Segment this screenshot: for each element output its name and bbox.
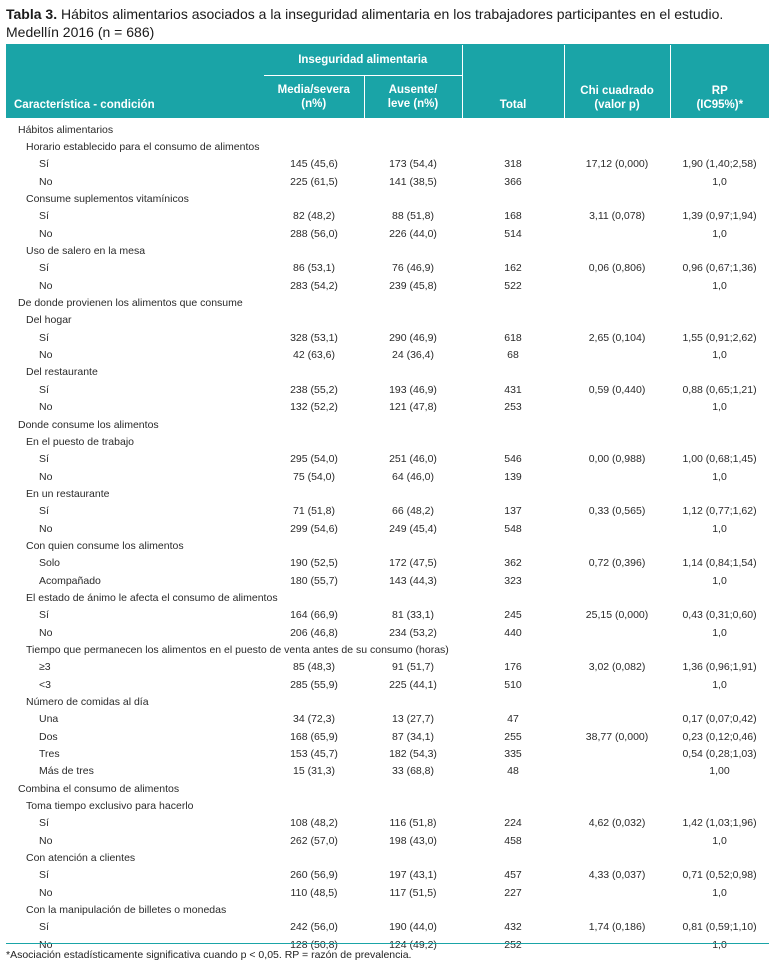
- row-label: Combina el consumo de alimentos: [18, 782, 180, 795]
- table-row: [6, 329, 769, 346]
- cell-total: 245: [504, 609, 522, 622]
- cell-ausente-leve: 124 (49,2): [389, 938, 437, 951]
- row-label: Una: [39, 713, 59, 726]
- cell-rp: 1,00: [709, 765, 730, 778]
- row-label: Sí: [39, 505, 49, 518]
- cell-media-severa: 128 (50,8): [290, 938, 338, 951]
- cell-rp: 1,0: [712, 678, 727, 691]
- cell-rp: 1,00 (0,68;1,45): [682, 453, 757, 466]
- cell-chi-cuadrado: [564, 745, 670, 762]
- row-label: Donde consume los alimentos: [18, 418, 159, 431]
- cell-total: 335: [504, 748, 522, 761]
- subsection-row: [6, 641, 769, 658]
- table-row: [6, 451, 769, 468]
- cell-chi-cuadrado: 0,00 (0,988): [588, 453, 646, 466]
- cell-total: 48: [507, 765, 519, 778]
- cell-total: 457: [504, 869, 522, 882]
- cell-total: 168: [504, 210, 522, 223]
- cell-media-severa: 42 (63,6): [292, 349, 336, 362]
- cell-rp: 1,0: [712, 626, 727, 639]
- row-label: No: [39, 401, 53, 414]
- cell-media-severa: 180 (55,7): [290, 574, 338, 587]
- cell-total: 323: [504, 574, 522, 587]
- cell-media-severa: 206 (46,8): [290, 626, 338, 639]
- cell-ausente-leve: 182 (54,3): [389, 748, 437, 761]
- cell-rp: 1,14 (0,84;1,54): [682, 557, 757, 570]
- cell-chi-cuadrado: [564, 468, 670, 485]
- cell-chi-cuadrado: 0,59 (0,440): [588, 383, 646, 396]
- cell-rp: 1,12 (0,77;1,62): [682, 505, 757, 518]
- cell-media-severa: 164 (66,9): [290, 609, 338, 622]
- row-label: <3: [39, 678, 51, 691]
- cell-media-severa: 34 (72,3): [292, 713, 336, 726]
- cell-media-severa: 132 (52,2): [290, 401, 338, 414]
- cell-chi-cuadrado: [564, 277, 670, 294]
- row-label: No: [39, 626, 53, 639]
- cell-ausente-leve: 251 (46,0): [389, 453, 437, 466]
- cell-chi-cuadrado: 4,33 (0,037): [588, 869, 646, 882]
- cell-media-severa: 288 (56,0): [290, 227, 338, 240]
- cell-ausente-leve: 173 (54,4): [389, 158, 437, 171]
- table-row: [6, 676, 769, 693]
- cell-total: 510: [504, 678, 522, 691]
- section-row: [6, 118, 769, 138]
- table-row: [6, 173, 769, 190]
- cell-total: 546: [504, 453, 522, 466]
- cell-ausente-leve: 13 (27,7): [391, 713, 435, 726]
- cell-media-severa: 283 (54,2): [290, 279, 338, 292]
- cell-total: 548: [504, 522, 522, 535]
- table-row: [6, 624, 769, 641]
- table-body: [6, 118, 769, 954]
- row-label: No: [39, 886, 53, 899]
- cell-ausente-leve: 197 (43,1): [389, 869, 437, 882]
- row-label: Uso de salero en la mesa: [26, 245, 146, 258]
- section-row: [6, 416, 769, 433]
- table-row: [6, 346, 769, 363]
- subsection-row: [6, 901, 769, 918]
- table-row: [6, 659, 769, 676]
- cell-chi-cuadrado: 38,77 (0,000): [585, 730, 649, 743]
- cell-media-severa: 108 (48,2): [290, 817, 338, 830]
- header-characteristic: Característica - condición: [6, 44, 264, 118]
- row-label: Sí: [39, 869, 49, 882]
- cell-ausente-leve: 190 (44,0): [389, 921, 437, 934]
- cell-ausente-leve: 249 (45,4): [389, 522, 437, 535]
- cell-ausente-leve: 193 (46,9): [389, 383, 437, 396]
- cell-media-severa: 190 (52,5): [290, 557, 338, 570]
- cell-media-severa: 285 (55,9): [290, 678, 338, 691]
- cell-rp: 1,42 (1,03;1,96): [682, 817, 757, 830]
- cell-rp: 0,54 (0,28;1,03): [682, 748, 757, 761]
- cell-chi-cuadrado: [564, 711, 670, 728]
- cell-ausente-leve: 81 (33,1): [391, 609, 435, 622]
- row-label: Toma tiempo exclusivo para hacerlo: [26, 800, 194, 813]
- cell-chi-cuadrado: [564, 520, 670, 537]
- cell-media-severa: 260 (56,9): [290, 869, 338, 882]
- table-row: [6, 208, 769, 225]
- cell-ausente-leve: 290 (46,9): [389, 331, 437, 344]
- subsection-row: [6, 589, 769, 606]
- row-label: Sí: [39, 817, 49, 830]
- subsection-row: [6, 849, 769, 866]
- row-label: Dos: [39, 730, 58, 743]
- row-label: Con la manipulación de billetes o monedas: [26, 904, 227, 917]
- footnote: *Asociación estadísticamente significativa cuando p < 0,05. RP = razón de prevalencia.: [6, 949, 412, 961]
- cell-total: 139: [504, 470, 522, 483]
- cell-rp: 0,88 (0,65;1,21): [682, 383, 757, 396]
- cell-chi-cuadrado: [564, 346, 670, 363]
- row-label: Acompañado: [39, 574, 101, 587]
- cell-ausente-leve: 24 (36,4): [391, 349, 435, 362]
- cell-chi-cuadrado: 17,12 (0,000): [585, 158, 649, 171]
- table-title: Hábitos alimentarios asociados a la inseguridad alimentaria en los trabajadores participantes en el estudio. Medellín 2016 (n = 686): [6, 6, 724, 40]
- row-label: Hábitos alimentarios: [18, 123, 114, 136]
- header-group-inseguridad: Inseguridad alimentaria: [264, 44, 462, 76]
- table-row: [6, 607, 769, 624]
- cell-ausente-leve: 66 (48,2): [391, 505, 435, 518]
- subsection-row: [6, 242, 769, 259]
- section-row: [6, 780, 769, 797]
- table-row: [6, 919, 769, 936]
- row-label: No: [39, 227, 53, 240]
- subsection-row: [6, 190, 769, 207]
- cell-rp: 1,0: [712, 938, 727, 951]
- table-row: [6, 277, 769, 294]
- cell-total: 514: [504, 227, 522, 240]
- cell-ausente-leve: 172 (47,5): [389, 557, 437, 570]
- cell-ausente-leve: 198 (43,0): [389, 834, 437, 847]
- table-row: [6, 572, 769, 589]
- row-label: Sí: [39, 210, 49, 223]
- cell-rp: 0,71 (0,52;0,98): [682, 869, 757, 882]
- cell-total: 440: [504, 626, 522, 639]
- cell-total: 318: [504, 158, 522, 171]
- row-label: Más de tres: [39, 765, 94, 778]
- cell-rp: 1,0: [712, 522, 727, 535]
- table-row: [6, 225, 769, 242]
- cell-total: 227: [504, 886, 522, 899]
- row-label: Con quien consume los alimentos: [26, 539, 184, 552]
- row-label: No: [39, 349, 53, 362]
- table-row: [6, 711, 769, 728]
- cell-total: 618: [504, 331, 522, 344]
- subsection-row: [6, 138, 769, 155]
- cell-chi-cuadrado: [564, 624, 670, 641]
- cell-ausente-leve: 143 (44,3): [389, 574, 437, 587]
- cell-total: 522: [504, 279, 522, 292]
- row-label: Número de comidas al día: [26, 696, 149, 709]
- cell-rp: 1,0: [712, 279, 727, 292]
- cell-ausente-leve: 87 (34,1): [391, 730, 435, 743]
- cell-rp: 0,43 (0,31;0,60): [682, 609, 757, 622]
- cell-ausente-leve: 88 (51,8): [391, 210, 435, 223]
- table-row: [6, 156, 769, 173]
- cell-chi-cuadrado: 25,15 (0,000): [585, 609, 649, 622]
- cell-total: 47: [507, 713, 519, 726]
- cell-ausente-leve: 116 (51,8): [389, 817, 437, 830]
- row-label: Sí: [39, 262, 49, 275]
- subsection-row: [6, 364, 769, 381]
- cell-ausente-leve: 64 (46,0): [391, 470, 435, 483]
- cell-chi-cuadrado: 0,33 (0,565): [588, 505, 646, 518]
- row-label: Sí: [39, 609, 49, 622]
- subsection-row: [6, 537, 769, 554]
- cell-rp: 1,0: [712, 886, 727, 899]
- cell-rp: 1,0: [712, 470, 727, 483]
- cell-media-severa: 71 (51,8): [292, 505, 336, 518]
- cell-total: 366: [504, 175, 522, 188]
- cell-ausente-leve: 234 (53,2): [389, 626, 437, 639]
- table-number: Tabla 3.: [6, 6, 58, 22]
- row-label: En el puesto de trabajo: [26, 435, 134, 448]
- row-label: ≥3: [39, 661, 51, 674]
- row-label: Tres: [39, 748, 60, 761]
- cell-chi-cuadrado: 0,72 (0,396): [588, 557, 646, 570]
- cell-total: 255: [504, 730, 522, 743]
- cell-total: 431: [504, 383, 522, 396]
- cell-total: 362: [504, 557, 522, 570]
- row-label: Solo: [39, 557, 61, 570]
- subsection-row: [6, 433, 769, 450]
- cell-ausente-leve: 226 (44,0): [389, 227, 437, 240]
- cell-rp: 1,0: [712, 175, 727, 188]
- cell-chi-cuadrado: 1,74 (0,186): [588, 921, 646, 934]
- table-row: [6, 381, 769, 398]
- cell-rp: 1,39 (0,97;1,94): [682, 210, 757, 223]
- subsection-row: [6, 312, 769, 329]
- table-row: [6, 399, 769, 416]
- header-ausente-leve: Ausente/ leve (n%): [364, 76, 462, 119]
- cell-media-severa: 168 (65,9): [290, 730, 338, 743]
- cell-ausente-leve: 141 (38,5): [389, 175, 437, 188]
- subsection-row: [6, 693, 769, 710]
- row-label: No: [39, 834, 53, 847]
- cell-rp: 1,0: [712, 401, 727, 414]
- table-row: [6, 520, 769, 537]
- row-label: Sí: [39, 158, 49, 171]
- cell-total: 162: [504, 262, 522, 275]
- cell-total: 458: [504, 834, 522, 847]
- cell-media-severa: 238 (55,2): [290, 383, 338, 396]
- cell-chi-cuadrado: [564, 173, 670, 190]
- row-label: No: [39, 279, 53, 292]
- cell-media-severa: 295 (54,0): [290, 453, 338, 466]
- table-row: [6, 260, 769, 277]
- cell-rp: 0,81 (0,59;1,10): [682, 921, 757, 934]
- cell-total: 137: [504, 505, 522, 518]
- table-row: [6, 884, 769, 901]
- subsection-row: [6, 797, 769, 814]
- row-label: De donde provienen los alimentos que consume: [18, 297, 243, 310]
- row-label: No: [39, 175, 53, 188]
- row-label: Del restaurante: [26, 366, 98, 379]
- cell-chi-cuadrado: 4,62 (0,032): [588, 817, 646, 830]
- cell-media-severa: 15 (31,3): [292, 765, 336, 778]
- cell-rp: 1,55 (0,91;2,62): [682, 331, 757, 344]
- header-total: Total: [462, 44, 564, 118]
- cell-rp: 1,90 (1,40;2,58): [682, 158, 757, 171]
- cell-media-severa: 110 (48,5): [290, 886, 338, 899]
- cell-total: 224: [504, 817, 522, 830]
- cell-media-severa: 85 (48,3): [292, 661, 336, 674]
- cell-ausente-leve: 225 (44,1): [389, 678, 437, 691]
- table-row: [6, 763, 769, 780]
- header-rp: RP (IC95%)*: [670, 44, 769, 118]
- table-row: [6, 555, 769, 572]
- header-chi: Chi cuadrado (valor p): [564, 44, 670, 118]
- row-label: Horario establecido para el consumo de alimentos: [26, 141, 260, 154]
- cell-chi-cuadrado: [564, 225, 670, 242]
- cell-media-severa: 242 (56,0): [290, 921, 338, 934]
- cell-chi-cuadrado: [564, 399, 670, 416]
- row-label: En un restaurante: [26, 487, 110, 500]
- cell-total: 68: [507, 349, 519, 362]
- table-row: [6, 867, 769, 884]
- section-row: [6, 294, 769, 311]
- cell-rp: 0,96 (0,67;1,36): [682, 262, 757, 275]
- cell-rp: 1,0: [712, 574, 727, 587]
- row-label: Sí: [39, 383, 49, 396]
- row-label: Con atención a clientes: [26, 852, 136, 865]
- table-row: [6, 728, 769, 745]
- cell-ausente-leve: 239 (45,8): [389, 279, 437, 292]
- table-caption: [6, 5, 771, 41]
- cell-ausente-leve: 91 (51,7): [391, 661, 435, 674]
- table-row: [6, 468, 769, 485]
- bottom-rule: [6, 943, 769, 944]
- cell-total: 176: [504, 661, 522, 674]
- cell-media-severa: 299 (54,6): [290, 522, 338, 535]
- table-row: [6, 503, 769, 520]
- cell-chi-cuadrado: [564, 763, 670, 780]
- header-media-severa: Media/severa (n%): [264, 76, 364, 119]
- row-label: Sí: [39, 921, 49, 934]
- cell-rp: 0,17 (0,07;0,42): [682, 713, 757, 726]
- cell-chi-cuadrado: [564, 936, 670, 953]
- cell-chi-cuadrado: 3,02 (0,082): [588, 661, 646, 674]
- cell-rp: 1,36 (0,96;1,91): [682, 661, 757, 674]
- cell-chi-cuadrado: [564, 676, 670, 693]
- cell-chi-cuadrado: [564, 832, 670, 849]
- cell-rp: 0,23 (0,12;0,46): [682, 730, 757, 743]
- cell-total: 253: [504, 401, 522, 414]
- data-table: [6, 44, 769, 954]
- cell-media-severa: 145 (45,6): [290, 158, 338, 171]
- cell-total: 432: [504, 921, 522, 934]
- row-label: Sí: [39, 453, 49, 466]
- cell-media-severa: 86 (53,1): [292, 262, 336, 275]
- table-row: [6, 815, 769, 832]
- table-row: [6, 745, 769, 762]
- cell-rp: 1,0: [712, 227, 727, 240]
- cell-media-severa: 262 (57,0): [290, 834, 338, 847]
- row-label: Sí: [39, 331, 49, 344]
- cell-rp: 1,0: [712, 349, 727, 362]
- row-label: No: [39, 938, 53, 951]
- table-header: [6, 44, 769, 118]
- row-label: No: [39, 470, 53, 483]
- cell-media-severa: 225 (61,5): [290, 175, 338, 188]
- subsection-row: [6, 485, 769, 502]
- cell-media-severa: 328 (53,1): [290, 331, 338, 344]
- cell-ausente-leve: 121 (47,8): [389, 401, 437, 414]
- cell-ausente-leve: 117 (51,5): [389, 886, 437, 899]
- cell-media-severa: 75 (54,0): [292, 470, 336, 483]
- cell-media-severa: 153 (45,7): [290, 748, 338, 761]
- cell-ausente-leve: 76 (46,9): [391, 262, 435, 275]
- cell-total: 252: [504, 938, 522, 951]
- cell-chi-cuadrado: [564, 572, 670, 589]
- row-label: Tiempo que permanecen los alimentos en el puesto de venta antes de su consumo (horas): [26, 643, 449, 656]
- cell-chi-cuadrado: 0,06 (0,806): [588, 262, 646, 275]
- table-row: [6, 832, 769, 849]
- row-label: No: [39, 522, 53, 535]
- cell-chi-cuadrado: 2,65 (0,104): [588, 331, 646, 344]
- cell-chi-cuadrado: 3,11 (0,078): [589, 210, 645, 223]
- cell-chi-cuadrado: [564, 884, 670, 901]
- cell-ausente-leve: 33 (68,8): [391, 765, 435, 778]
- top-rule: [6, 44, 769, 45]
- cell-rp: 1,0: [712, 834, 727, 847]
- row-label: Del hogar: [26, 314, 72, 327]
- row-label: El estado de ánimo le afecta el consumo de alimentos: [26, 591, 278, 604]
- cell-media-severa: 82 (48,2): [292, 210, 336, 223]
- row-label: Consume suplementos vitamínicos: [26, 193, 189, 206]
